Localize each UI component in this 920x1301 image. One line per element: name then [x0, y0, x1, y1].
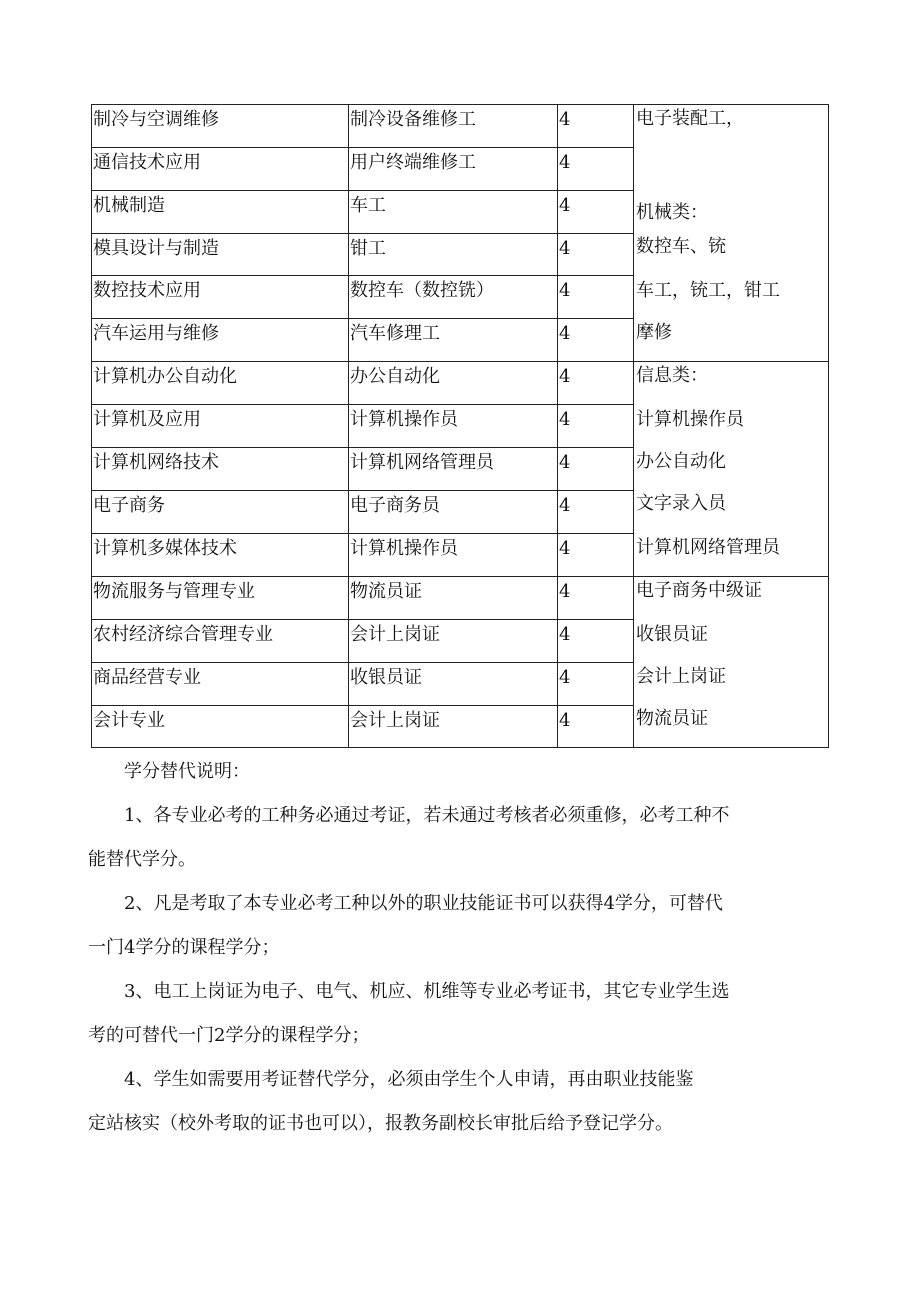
credit-cell: 4 — [558, 705, 634, 748]
requirement-line: 计算机操作员 — [636, 409, 744, 431]
credit-cell: 4 — [558, 147, 634, 190]
certificate-table-body — [92, 105, 829, 748]
major-cell: 会计专业 — [92, 705, 349, 748]
major-cell: 汽车运用与维修 — [92, 319, 349, 362]
major-cell: 计算机多媒体技术 — [92, 533, 349, 576]
note-2-line-1: 2、凡是考取了本专业必考工种以外的职业技能证书可以获得4学分，可替代 — [124, 893, 723, 914]
credit-cell: 4 — [558, 619, 634, 662]
cert-cell: 会计上岗证 — [349, 705, 558, 748]
table-row — [92, 576, 829, 619]
credit-cell: 4 — [558, 405, 634, 448]
credit-cell: 4 — [558, 576, 634, 619]
cert-cell: 会计上岗证 — [349, 619, 558, 662]
credit-cell: 4 — [558, 276, 634, 319]
major-cell: 通信技术应用 — [92, 147, 349, 190]
credit-cell: 4 — [558, 662, 634, 705]
cert-cell: 物流员证 — [349, 576, 558, 619]
note-1-line-1: 1、各专业必考的工种务必通过考证，若未通过考核者必须重修，必考工种不 — [124, 805, 730, 826]
requirement-line: 物流员证 — [636, 707, 708, 729]
major-cell: 农村经济综合管理专业 — [92, 619, 349, 662]
major-cell: 计算机及应用 — [92, 405, 349, 448]
cert-cell: 计算机网络管理员 — [349, 447, 558, 490]
major-cell: 数控技术应用 — [92, 276, 349, 319]
requirement-group-cell — [634, 576, 829, 748]
credit-cell: 4 — [558, 362, 634, 405]
major-cell: 模具设计与制造 — [92, 233, 349, 276]
cert-cell: 汽车修理工 — [349, 319, 558, 362]
requirement-group-cell — [634, 105, 829, 362]
note-1-line-2: 能替代学分。 — [88, 849, 196, 870]
requirement-line: 机械类： — [636, 202, 708, 223]
requirement-line: 数控车、铳 — [636, 236, 726, 257]
cert-cell: 收银员证 — [349, 662, 558, 705]
cert-cell: 用户终端维修工 — [349, 147, 558, 190]
credit-cell: 4 — [558, 190, 634, 233]
credit-cell: 4 — [558, 233, 634, 276]
credit-notes — [88, 750, 824, 1146]
major-cell: 物流服务与管理专业 — [92, 576, 349, 619]
credit-cell: 4 — [558, 447, 634, 490]
cert-cell: 计算机操作员 — [349, 533, 558, 576]
note-3-line-1: 3、电工上岗证为电子、电气、机应、机维等专业必考证书，其它专业学生选 — [124, 981, 730, 1002]
cert-cell: 数控车（数控铣） — [349, 276, 558, 319]
major-cell: 机械制造 — [92, 190, 349, 233]
cert-cell: 计算机操作员 — [349, 405, 558, 448]
note-4-line-1: 4、学生如需要用考证替代学分，必须由学生个人申请，再由职业技能鉴 — [124, 1069, 694, 1090]
table-row — [92, 362, 829, 405]
requirement-line: 信息类： — [636, 365, 708, 387]
requirement-line: 车工，铳工，钳工 — [636, 280, 780, 301]
requirement-group-cell — [634, 362, 829, 577]
major-cell: 计算机网络技术 — [92, 447, 349, 490]
credit-cell: 4 — [558, 533, 634, 576]
requirement-line: 办公自动化 — [636, 451, 726, 473]
credit-cell: 4 — [558, 490, 634, 533]
requirement-line: 收银员证 — [636, 623, 708, 645]
major-cell: 制冷与空调维修 — [92, 105, 349, 148]
requirement-line: 摩修 — [636, 322, 672, 343]
major-cell: 计算机办公自动化 — [92, 362, 349, 405]
cert-cell: 电子商务员 — [349, 490, 558, 533]
cert-cell: 车工 — [349, 190, 558, 233]
requirement-line: 电子商务中级证 — [636, 579, 762, 601]
note-3-line-2: 考的可替代一门2学分的课程学分； — [88, 1025, 370, 1046]
table-row — [92, 105, 829, 148]
credit-cell: 4 — [558, 319, 634, 362]
cert-cell: 钳工 — [349, 233, 558, 276]
cert-cell: 办公自动化 — [349, 362, 558, 405]
requirement-line: 文字录入员 — [636, 493, 726, 515]
credit-cell: 4 — [558, 105, 634, 148]
cert-cell: 制冷设备维修工 — [349, 105, 558, 148]
certificate-table — [91, 104, 829, 748]
note-4-line-2: 定站核实（校外考取的证书也可以），报教务副校长审批后给予登记学分。 — [88, 1113, 673, 1134]
notes-heading: 学分替代说明： — [124, 761, 250, 782]
note-2-line-2: 一门4学分的课程学分； — [88, 937, 280, 958]
requirement-line: 电子装配工， — [636, 108, 744, 129]
major-cell: 商品经营专业 — [92, 662, 349, 705]
requirement-line: 会计上岗证 — [636, 665, 726, 687]
requirement-line: 计算机网络管理员 — [636, 537, 780, 559]
major-cell: 电子商务 — [92, 490, 349, 533]
